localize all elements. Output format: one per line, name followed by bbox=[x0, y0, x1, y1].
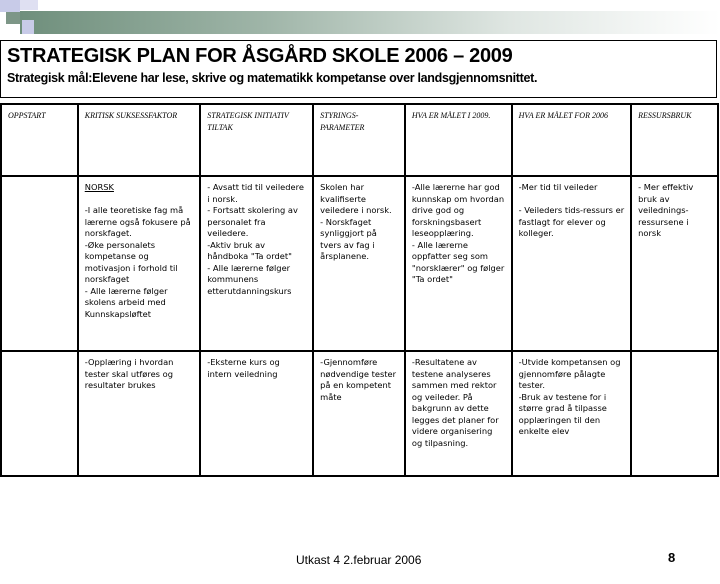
table-cell: - Avsatt tid til veiledere i norsk. - Fortsatt skolering av personalet fra veiledere. -Aktiv bruk av håndboka "Ta ordet" - Alle lærerne følger kommunens etterutdanningskurs bbox=[200, 176, 313, 351]
table-cell: -Mer tid til veileder - Veileders tids-ressurs er fastlagt for elever og kolleger. bbox=[512, 176, 632, 351]
table-header-row bbox=[1, 104, 718, 176]
table-cell: -Alle lærerne har god kunnskap om hvordan drive god og forskningsbasert leseopplæring. - Alle lærerne oppfatter seg som "norsklærer" og følger "Ta ordet" bbox=[405, 176, 512, 351]
column-header: RESSURSBRUK bbox=[631, 104, 718, 176]
column-header: STYRINGS-PARAMETER bbox=[313, 104, 405, 176]
table-row bbox=[1, 351, 718, 476]
page-number: 8 bbox=[668, 550, 676, 565]
table-cell: -Gjennomføre nødvendige tester på en kompetent måte bbox=[313, 351, 405, 476]
column-header: KRITISK SUKSESSFAKTOR bbox=[78, 104, 201, 176]
table-cell bbox=[1, 351, 78, 476]
column-header: HVA ER MÅLET FOR 2006 bbox=[512, 104, 632, 176]
decorative-square bbox=[20, 0, 38, 10]
table-cell: Skolen har kvalifiserte veiledere i norsk. - Norskfaget synliggjort på tvers av fag i årsplanene. bbox=[313, 176, 405, 351]
column-header: OPPSTART bbox=[1, 104, 78, 176]
table-cell: -Opplæring i hvordan tester skal utføres og resultater brukes bbox=[78, 351, 201, 476]
page-subtitle: Strategisk mål:Elevene har lese, skrive og matematikk kompetanse over landsgjennomsnittet. bbox=[7, 71, 538, 85]
decorative-square bbox=[6, 12, 20, 24]
table-cell bbox=[1, 176, 78, 351]
decorative-square bbox=[0, 0, 20, 12]
table-row bbox=[1, 176, 718, 351]
table-cell: -Utvide kompetansen og gjennomføre pålagte tester. -Bruk av testene for i større grad å tilpasse opplæringen til den enkelte elev bbox=[512, 351, 632, 476]
decorative-square bbox=[22, 20, 34, 34]
table-cell: - Mer effektiv bruk av veilednings-ressursene i norsk bbox=[631, 176, 718, 351]
strategy-table bbox=[0, 103, 719, 477]
title-box bbox=[0, 40, 717, 98]
table-cell bbox=[631, 351, 718, 476]
column-header: HVA ER MÅLET I 2009. bbox=[405, 104, 512, 176]
footer-text: Utkast 4 2.februar 2006 bbox=[296, 553, 422, 567]
table-cell bbox=[78, 176, 201, 351]
cell-text: -I alle teoretiske fag må lærerne også fokusere på norskfaget. -Øke personalets kompetanse og motivasjon i forhold til norskfaget - Alle lærerne følger skolens arbeid med Kunnskapsløftet bbox=[84, 205, 191, 319]
table-cell: -Eksterne kurs og intern veiledning bbox=[200, 351, 313, 476]
table-cell: -Resultatene av testene analyseres sammen med rektor og veileder. På bakgrunn av dette legges det planer for videre organisering og tilpasning. bbox=[405, 351, 512, 476]
section-heading: NORSK bbox=[84, 182, 114, 192]
page-title: STRATEGISK PLAN FOR ÅSGÅRD SKOLE 2006 – 2009 bbox=[7, 45, 513, 67]
decorative-gradient-bar bbox=[20, 11, 720, 34]
column-header: STRATEGISK INITIATIV TILTAK bbox=[200, 104, 313, 176]
